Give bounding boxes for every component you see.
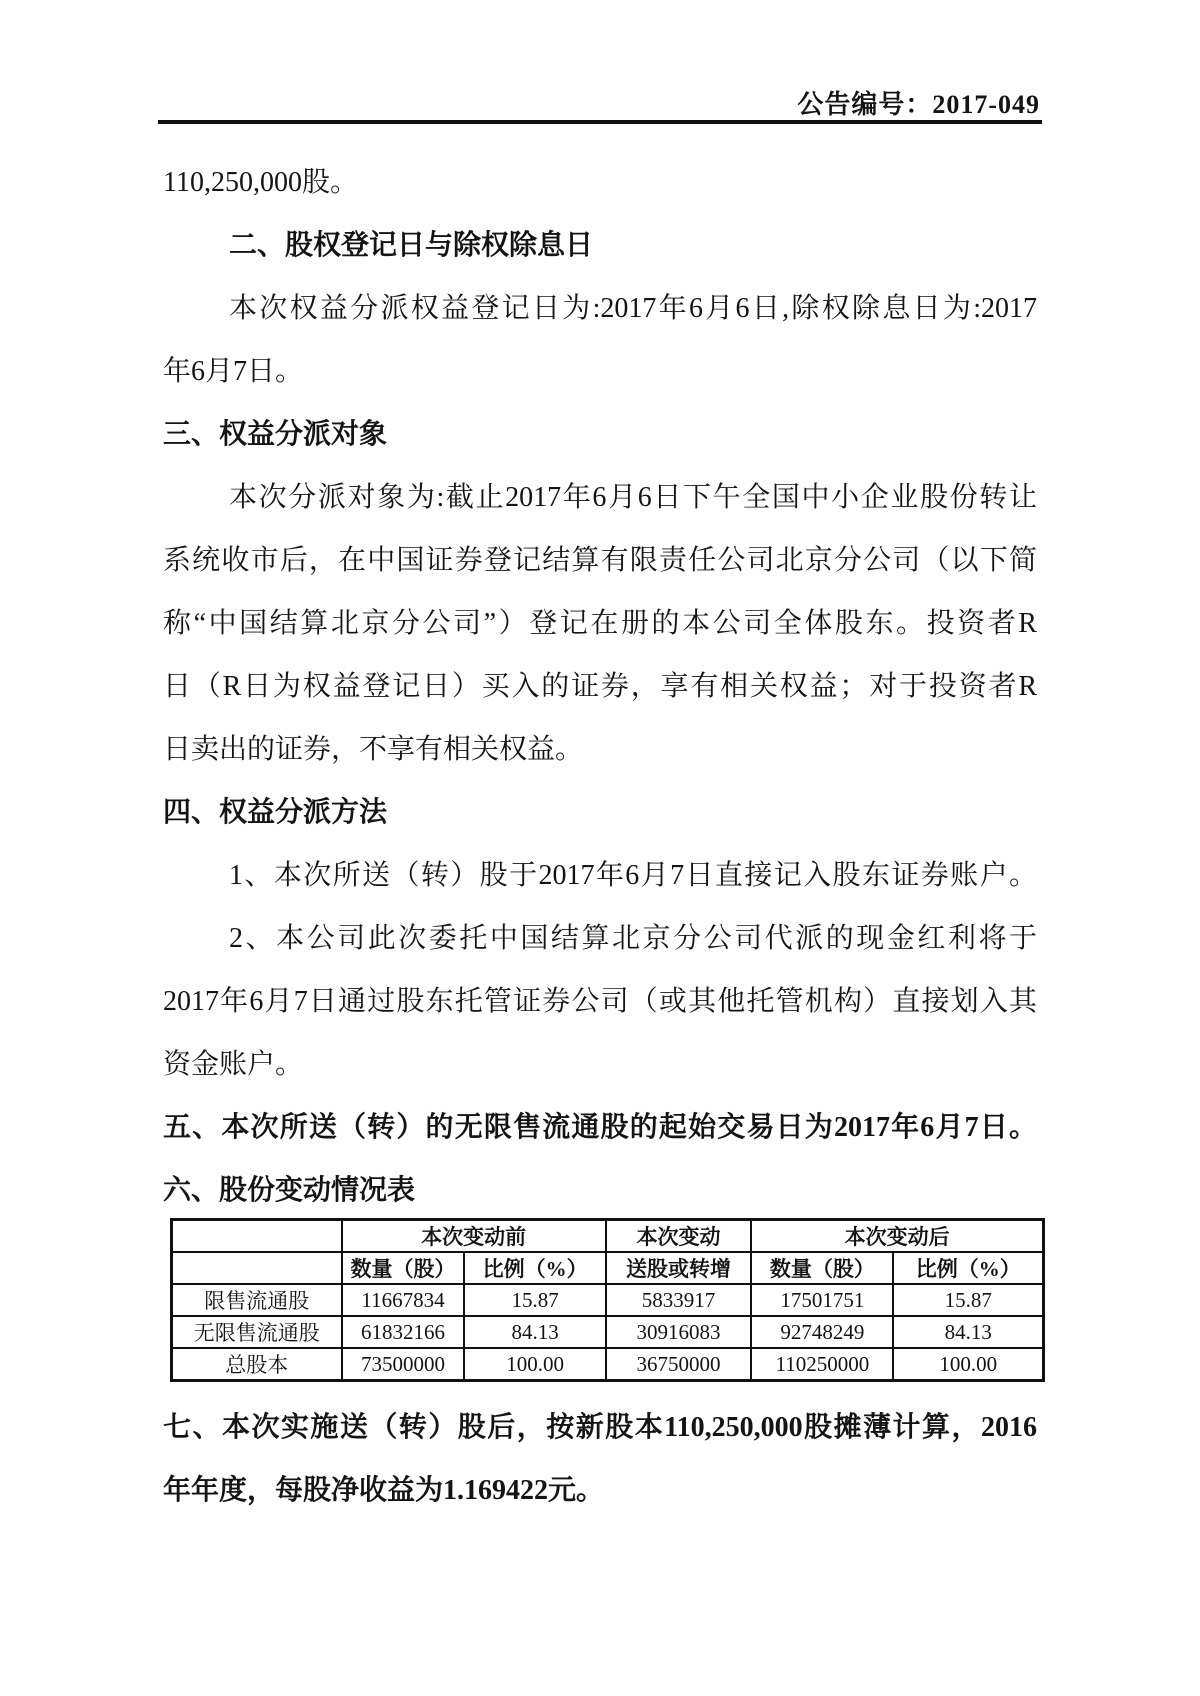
table-cell: 17501751 [751, 1284, 893, 1316]
section-2-text: 年6月7日。 [163, 356, 304, 387]
table-cell: 110250000 [751, 1348, 893, 1381]
table-sub-header-cell: 送股或转增 [606, 1252, 752, 1284]
announcement-number: 公告编号：2017-049 [797, 90, 1040, 119]
table-cell: 15.87 [464, 1284, 605, 1316]
section-6-heading: 六、股份变动情况表 [163, 1175, 416, 1206]
share-change-table [170, 1218, 1045, 1382]
table-cell: 30916083 [606, 1316, 752, 1348]
document-body [163, 151, 1037, 1522]
section-4-item-1: 1、本次所送（转）股于2017年6月7日直接记入股东证券账户。 [229, 860, 1037, 891]
section-7-text: 年年度，每股净收益为1.169422元。 [163, 1475, 605, 1506]
section-2-heading: 二、股权登记日与除权除息日 [229, 230, 594, 261]
table-row [172, 1284, 1044, 1316]
section-7-text: 七、本次实施送（转）股后，按新股本110,250,000股摊薄计算，2016 [163, 1412, 1037, 1443]
table-cell: 100.00 [893, 1348, 1043, 1381]
table-group-header-cell: 本次变动后 [751, 1220, 1043, 1253]
table-group-header-cell: 本次变动前 [342, 1220, 606, 1253]
table-sub-header-cell [172, 1252, 342, 1284]
table-sub-header-cell: 比例（%） [893, 1252, 1043, 1284]
table-cell: 92748249 [751, 1316, 893, 1348]
section-4-item-2: 2、本公司此次委托中国结算北京分公司代派的现金红利将于 [229, 923, 1037, 954]
table-cell: 11667834 [342, 1284, 465, 1316]
section-4-heading: 四、权益分派方法 [163, 797, 388, 828]
section-3-text: 日（R日为权益登记日）买入的证券，享有相关权益；对于投资者R [163, 671, 1037, 702]
section-4-item-2: 资金账户。 [163, 1049, 304, 1080]
table-row-label: 总股本 [172, 1348, 342, 1381]
table-row-label: 限售流通股 [172, 1284, 342, 1316]
table-cell: 100.00 [464, 1348, 605, 1381]
table-row [172, 1348, 1044, 1381]
table-sub-header-cell: 比例（%） [464, 1252, 605, 1284]
section-3-text: 本次分派对象为:截止2017年6月6日下午全国中小企业股份转让 [229, 482, 1037, 513]
table-cell: 73500000 [342, 1348, 465, 1381]
header-divider [158, 120, 1042, 124]
table-cell: 61832166 [342, 1316, 465, 1348]
table-cell: 36750000 [606, 1348, 752, 1381]
section-3-text: 日卖出的证券，不享有相关权益。 [163, 734, 584, 765]
table-cell: 84.13 [893, 1316, 1043, 1348]
table-group-header-cell [172, 1220, 342, 1253]
table-sub-header-cell: 数量（股） [751, 1252, 893, 1284]
table-row [172, 1316, 1044, 1348]
table-sub-header-cell: 数量（股） [342, 1252, 465, 1284]
table-cell: 5833917 [606, 1284, 752, 1316]
table-cell: 15.87 [893, 1284, 1043, 1316]
section-3-text: 称“中国结算北京分公司”）登记在册的本公司全体股东。投资者R [163, 608, 1037, 639]
table-group-header-cell: 本次变动 [606, 1220, 752, 1253]
section-3-text: 系统收市后，在中国证券登记结算有限责任公司北京分公司（以下简 [163, 545, 1037, 576]
section-4-item-2: 2017年6月7日通过股东托管证券公司（或其他托管机构）直接划入其 [163, 986, 1037, 1017]
section-2-text: 本次权益分派权益登记日为:2017年6月6日,除权除息日为:2017 [229, 293, 1037, 324]
table-row-label: 无限售流通股 [172, 1316, 342, 1348]
table-cell: 84.13 [464, 1316, 605, 1348]
section-3-heading: 三、权益分派对象 [163, 419, 388, 450]
section-5-heading: 五、本次所送（转）的无限售流通股的起始交易日为2017年6月7日。 [163, 1112, 1037, 1143]
intro-continuation: 110,250,000股。 [163, 167, 358, 198]
